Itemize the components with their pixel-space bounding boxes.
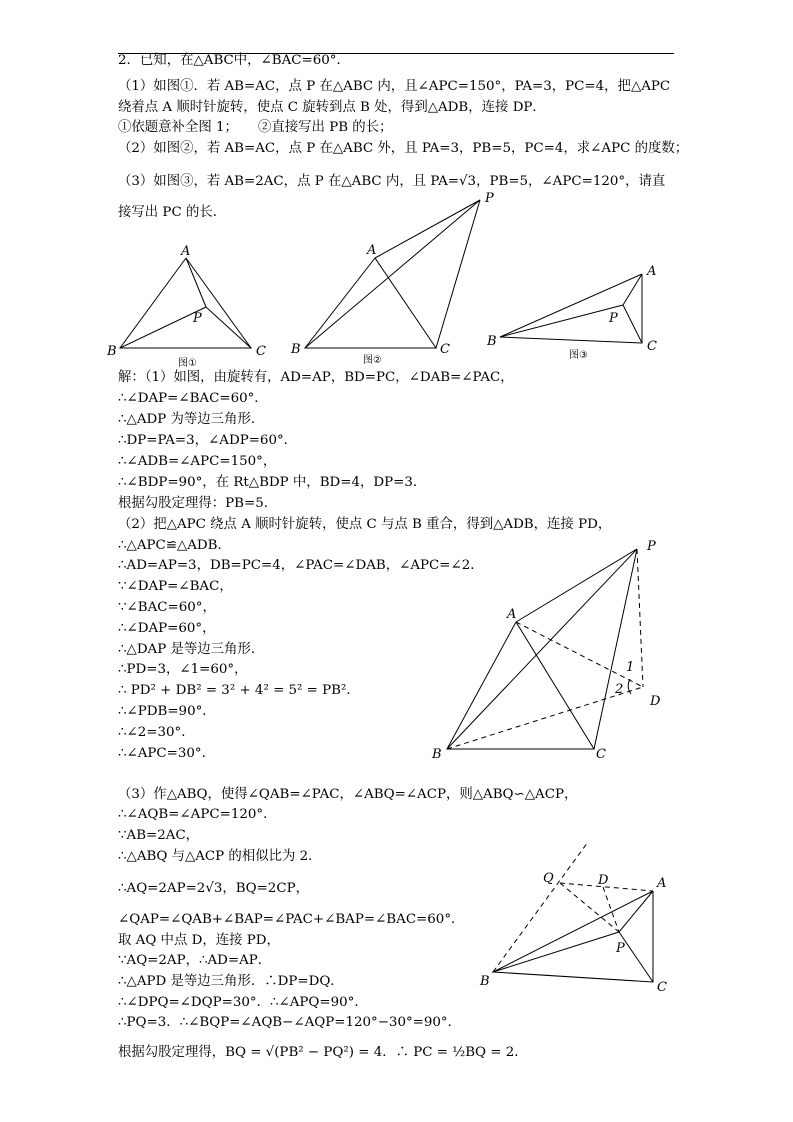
- fig4-label-angle-1: 1: [626, 660, 635, 675]
- fig4-label-p: P: [647, 539, 656, 554]
- solution-p3-line-11: ∴PQ=3．∴∠BQP=∠AQB−∠AQP=120°−30°=90°．: [118, 1015, 462, 1030]
- fig1-triangle-abc: [120, 258, 251, 348]
- solution-p1-line-1: 解：（1）如图，由旋转有，AD=AP，BD=PC，∠DAB=∠PAC，: [118, 370, 514, 385]
- solution-p1-line-6: ∴∠BDP=90°，在 Rt△BDP 中，BD=4，DP=3．: [118, 475, 427, 490]
- solution-p2-line-1: （2）把△APC 绕点 A 顺时针旋转，使点 C 与点 B 重合，得到△ADB，连接 PD，: [118, 517, 612, 532]
- solution-p2-line-7: ∴△DAP 是等边三角形．: [118, 642, 265, 657]
- fig2-label-a: A: [367, 243, 377, 258]
- problem-line-5: （2）如图②，若 AB=AC，点 P 在△ABC 外，且 PA=3，PB=5，PC=4，求∠APC 的度数；: [118, 141, 689, 156]
- fig5-label-c: C: [657, 980, 667, 995]
- figure-5: [493, 842, 653, 982]
- solution-p2-line-10: ∴∠PDB=90°．: [118, 704, 216, 719]
- fig3-label-p: P: [609, 311, 618, 326]
- solution-p2-line-11: ∴∠2=30°．: [118, 725, 195, 740]
- problem-line-2: （1）如图①．若 AB=AC，点 P 在△ABC 内，且∠APC=150°，PA=3，PC=4，把△APC: [118, 79, 671, 94]
- fig5-segment-cp: [619, 932, 653, 982]
- fig1-label-c: C: [256, 344, 266, 359]
- fig4-segment-ap: [516, 549, 637, 622]
- fig5-segment-ap: [619, 891, 653, 932]
- fig5-label-a: A: [657, 876, 667, 891]
- solution-p1-line-4: ∴DP=PA=3，∠ADP=60°．: [118, 433, 298, 448]
- solution-p1-line-3: ∴△ADP 为等边三角形．: [118, 412, 265, 427]
- fig3-label-a: A: [647, 264, 657, 279]
- fig4-triangle-abc: [447, 622, 594, 749]
- solution-p3-line-6: ∠QAP=∠QAB+∠BAP=∠PAC+∠BAP=∠BAC=60°．: [118, 912, 465, 927]
- problem-line-7: 接写出 PC 的长．: [118, 205, 227, 220]
- fig2-caption: 图②: [363, 355, 382, 366]
- fig2-segment-cp: [436, 200, 480, 348]
- solution-p3-line-3: ∵AB=2AC，: [118, 828, 200, 843]
- fig5-label-d: D: [598, 873, 609, 888]
- fig3-label-b: B: [487, 334, 497, 349]
- fig5-label-b: B: [480, 974, 490, 989]
- fig4-segment-cp: [594, 549, 637, 749]
- solution-p2-line-3: ∴AD=AP=3，DB=PC=4，∠PAC=∠DAB，∠APC=∠2．: [118, 558, 484, 573]
- solution-p2-line-5: ∵∠BAC=60°，: [118, 600, 216, 615]
- solution-p3-line-10: ∴∠DPQ=∠DQP=30°．∴∠APQ=90°．: [118, 995, 368, 1010]
- fig2-label-b: B: [291, 342, 301, 357]
- fig1-label-a: A: [181, 244, 191, 259]
- fig4-label-c: C: [596, 747, 606, 762]
- fig2-label-p: P: [485, 191, 494, 206]
- fig5-segment-bp: [493, 932, 619, 972]
- fig1-label-p: P: [193, 311, 202, 326]
- problem-line-3: 绕着点 A 顺时针旋转，使点 C 旋转到点 B 处，得到△ADB，连接 DP．: [118, 100, 546, 115]
- fig5-dashed-bq-extended: [493, 842, 588, 972]
- fig5-label-p: P: [616, 941, 625, 956]
- fig1-segment-cp: [206, 307, 251, 348]
- problem-line-1: 2．已知，在△ABC中，∠BAC=60°．: [118, 53, 350, 68]
- fig4-dashed-ad: [516, 622, 643, 687]
- fig5-triangle-abc: [493, 891, 653, 982]
- fig4-dashed-pd: [637, 549, 643, 687]
- figure-4: [447, 549, 643, 749]
- fig3-caption: 图③: [569, 350, 588, 361]
- fig5-label-q: Q: [543, 871, 554, 886]
- solution-p2-line-9: ∴ PD² + DB² = 3² + 4² = 5² = PB²．: [118, 683, 360, 698]
- solution-p3-line-2: ∴∠AQB=∠APC=120°．: [118, 807, 277, 822]
- solution-p3-line-1: （3）作△ABQ，使得∠QAB=∠PAC，∠ABQ=∠ACP，则△ABQ∽△ACP，: [118, 787, 578, 802]
- fig1-caption: 图①: [178, 358, 197, 369]
- solution-p2-line-2: ∴△APC≌△ADB．: [118, 538, 231, 553]
- problem-line-4: ①依题意补全图 1； ②直接写出 PB 的长；: [118, 120, 393, 135]
- solution-p1-line-2: ∴∠DAP=∠BAC=60°．: [118, 391, 268, 406]
- solution-p1-line-7: 根据勾股定理得：PB=5．: [118, 496, 278, 511]
- fig1-label-b: B: [107, 344, 117, 359]
- solution-p3-line-12: 根据勾股定理得，BQ = √(PB² − PQ²) = 4．∴ PC = ½BQ = 2．: [118, 1045, 528, 1060]
- fig4-label-a: A: [507, 607, 517, 622]
- solution-p2-line-8: ∴PD=3，∠1=60°，: [118, 662, 248, 677]
- figure-1: [120, 258, 251, 348]
- fig4-label-b: B: [432, 747, 442, 762]
- solution-p3-line-8: ∵AQ=2AP，∴AD=AP．: [118, 953, 272, 968]
- fig3-segment-cp: [623, 305, 642, 343]
- figure-3: [500, 274, 642, 343]
- fig1-segment-ap: [186, 258, 206, 307]
- figure-2: [305, 200, 480, 348]
- solution-p1-line-5: ∴∠ADB=∠APC=150°，: [118, 454, 277, 469]
- fig2-segment-ap: [375, 200, 480, 258]
- fig2-triangle-abc: [305, 258, 436, 348]
- fig2-label-c: C: [440, 342, 450, 357]
- fig4-label-d: D: [650, 694, 661, 709]
- solution-p3-line-7: 取 AQ 中点 D，连接 PD，: [118, 933, 280, 948]
- problem-line-6: （3）如图③，若 AB=2AC，点 P 在△ABC 内，且 PA=√3，PB=5，∠APC=120°，请直: [118, 174, 666, 189]
- solution-p2-line-12: ∴∠APC=30°．: [118, 746, 216, 761]
- fig3-label-c: C: [647, 339, 657, 354]
- solution-p2-line-4: ∵∠DAP=∠BAC，: [118, 579, 233, 594]
- solution-p2-line-6: ∴∠DAP=60°，: [118, 621, 216, 636]
- solution-p3-line-5: ∴AQ=2AP=2√3，BQ=2CP，: [118, 881, 309, 896]
- solution-p3-line-4: ∴△ABQ 与△ACP 的相似比为 2．: [118, 849, 322, 864]
- solution-p3-line-9: ∴△APD 是等边三角形．∴DP=DQ．: [118, 974, 344, 989]
- fig2-segment-bp: [305, 200, 480, 348]
- fig3-triangle-abc: [500, 274, 642, 343]
- fig4-label-angle-2: 2: [615, 682, 624, 697]
